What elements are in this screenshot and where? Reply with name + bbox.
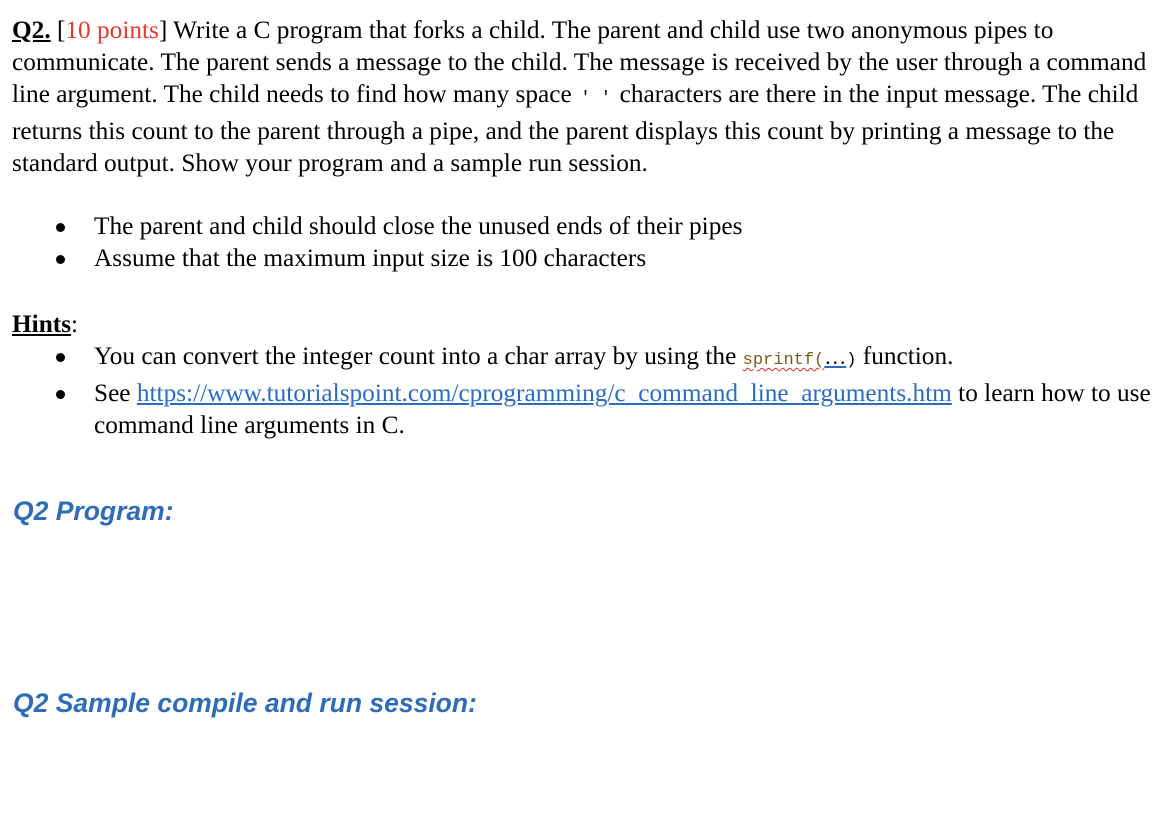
hint-item-link: [12, 377, 1152, 441]
question-paragraph: [12, 14, 1152, 179]
document-page: [12, 14, 1152, 718]
tutorialspoint-link[interactable]: https://www.tutorialspoint.com/cprogramming/c_command_line_arguments.htm: [136, 379, 952, 407]
hint1-text-before: You can convert the integer count into a char array by using the: [94, 342, 743, 370]
hint1-text-after: function.: [856, 342, 954, 370]
question-text-before: ] Write a C program that forks a child. The parent and child use two anonymous pipes to communicate. The parent sends a message to the child. The message is received by the user through a command line argument. The child needs to find how many space: [12, 16, 1147, 108]
question-text-after: characters are there in the input message. The child returns this count to the parent through a pipe, and the parent displays this count by printing a message to the standard output. Show your program and a sample run session.: [12, 80, 1139, 177]
sprintf-code: sprintf(: [742, 351, 825, 370]
session-section-heading: Q2 Sample compile and run session:: [13, 688, 477, 718]
program-section-heading: Q2 Program:: [13, 496, 174, 526]
sprintf-ellipsis: …: [824, 344, 847, 369]
sprintf-close-paren: ): [846, 351, 857, 370]
hints-heading: [12, 308, 78, 340]
requirements-list-container: [12, 210, 1152, 274]
question-number: Q2.: [12, 16, 51, 44]
hint2-text-after: to learn how to use command line arguments in C.: [94, 379, 1151, 439]
hints-list-container: [12, 340, 1152, 441]
hint2-text-before: See: [94, 379, 137, 407]
space-character-literal: ' ': [580, 89, 611, 108]
hint-item-sprintf: [12, 340, 1152, 377]
points-open: [: [50, 16, 66, 44]
requirements-list: [12, 210, 1152, 274]
points-value: 10 points: [65, 16, 159, 44]
hints-label: Hints: [12, 310, 72, 338]
requirement-item: The parent and child should close the unused ends of their pipes: [12, 210, 1152, 242]
hints-list: [12, 340, 1152, 441]
requirement-item: Assume that the maximum input size is 100 characters: [12, 242, 1152, 274]
hints-colon: :: [71, 310, 79, 338]
